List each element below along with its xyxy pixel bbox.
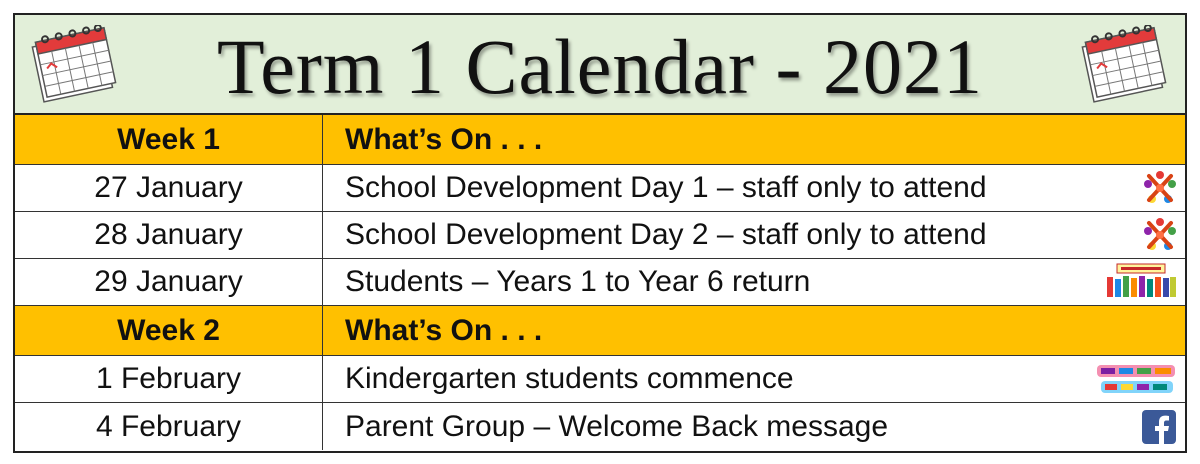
- title-bar: [15, 15, 1185, 115]
- page-title: Term 1 Calendar - 2021: [217, 23, 983, 110]
- event-description: Parent Group – Welcome Back message: [345, 409, 889, 443]
- event-date: 29 January: [15, 259, 323, 305]
- table-row: [15, 212, 1185, 259]
- calendar-icon: [1073, 25, 1173, 105]
- event-description: School Development Day 2 – staff only to attend: [345, 218, 987, 251]
- event-date: 1 February: [15, 356, 323, 402]
- week-header-row: [15, 115, 1185, 165]
- facebook-icon: [1141, 409, 1177, 445]
- table-row: [15, 403, 1185, 450]
- table-row: [15, 259, 1185, 306]
- kids-circle-icon: [1143, 170, 1177, 206]
- event-description: Kindergarten students commence: [345, 362, 794, 395]
- week-label: Week 1: [15, 115, 323, 164]
- table-row: [15, 356, 1185, 403]
- welcome-to-kindergarten-icon: [1095, 362, 1177, 396]
- event-date: 27 January: [15, 165, 323, 211]
- event-date: 4 February: [15, 403, 323, 450]
- week-header-row: [15, 306, 1185, 356]
- event-description: School Development Day 1 – staff only to attend: [345, 171, 987, 204]
- week-label: Week 2: [15, 306, 323, 355]
- whats-on-heading: What’s On . . .: [345, 313, 543, 347]
- whats-on-heading: What’s On . . .: [345, 122, 543, 156]
- event-description: Students – Years 1 to Year 6 return: [345, 265, 811, 298]
- table-row: [15, 165, 1185, 212]
- back-to-school-icon: [1105, 263, 1177, 301]
- event-date: 28 January: [15, 212, 323, 258]
- term-calendar-table: [13, 13, 1187, 453]
- kids-circle-icon: [1143, 217, 1177, 253]
